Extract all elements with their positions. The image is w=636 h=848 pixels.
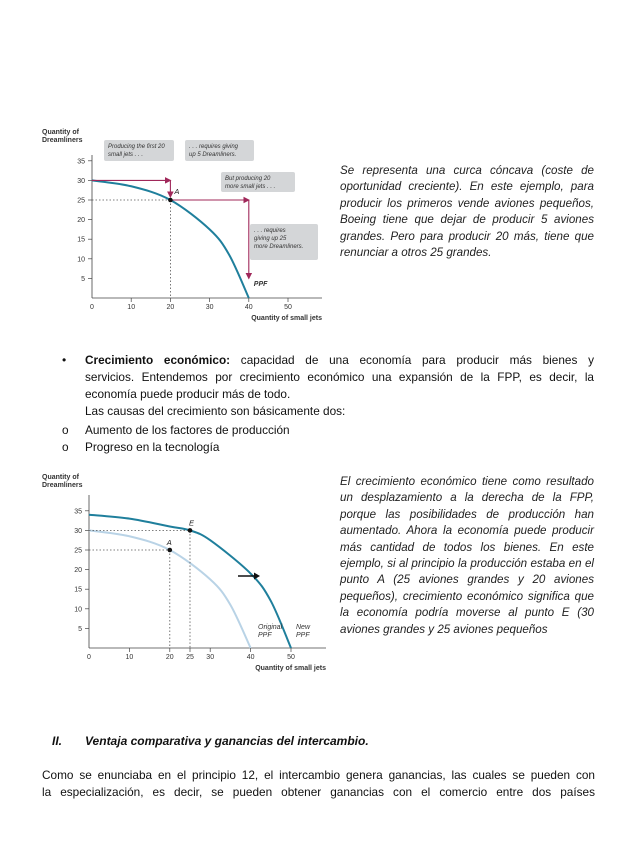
y-axis-title-line-2: Dreamliners <box>42 137 83 144</box>
y-axis-title-line-2: Dreamliners <box>42 482 83 489</box>
y-tick-label: 10 <box>74 606 82 614</box>
bullet-line-2: servicios. Entendemos por crecimiento económico una expansión de la FPP, es decir, la <box>85 370 594 384</box>
x-axis-title: Quantity of small jets <box>251 315 322 322</box>
legend-new-line-1: New <box>296 624 311 631</box>
bullet-line-1: Crecimiento económico: capacidad de una economía para producir más bienes y <box>85 353 594 367</box>
y-tick-label: 15 <box>77 236 85 244</box>
point-a-label: A <box>166 538 172 547</box>
paragraph-line-2: la especialización, es decir, se pueden obtener ganancias con el comercio entre dos países <box>42 785 595 799</box>
x-tick-label: 40 <box>246 654 255 661</box>
y-tick-label: 15 <box>74 586 82 594</box>
y-tick-label: 10 <box>77 256 85 264</box>
x-tick-label: 50 <box>287 654 295 661</box>
callout-give-up-5-text: . . . requires giving <box>189 144 239 150</box>
bullet-crecimiento-economico <box>62 352 594 420</box>
point-a-marker <box>168 198 173 203</box>
y-tick-label: 30 <box>74 527 82 535</box>
sub-item-label: Progreso en la tecnología <box>85 440 220 454</box>
x-tick-label: 50 <box>284 304 292 311</box>
x-tick-label: 40 <box>244 304 253 311</box>
callout-next-20-text: more small jets . . . <box>225 184 276 190</box>
bullet-line-3: economía puede producir más de todo. <box>85 387 291 401</box>
y-axis-title-line-1: Quantity of <box>42 474 79 481</box>
chart-1-explanation: Se representa una curca cóncava (coste de oportunidad creciente). En este ejemplo, para producir los primeros vende aviones pequeños, Boeing tiene que dejar de producir 5 aviones grandes. Pero para producir 20 más, tiene que renunciar a otros 25 grandes. <box>340 164 594 260</box>
callout-first-20-text: small jets . . . <box>108 152 144 158</box>
x-tick-label: 0 <box>87 654 91 661</box>
y-tick-label: 20 <box>74 567 82 575</box>
ppf-chart-2-svg <box>40 470 335 670</box>
callout-first-20-text: Producing the first 20 <box>108 144 165 150</box>
point-a-label: A <box>174 187 180 196</box>
y-tick-label: 35 <box>77 158 85 166</box>
ppf-chart-1-svg <box>40 125 330 325</box>
bullet-term: Crecimiento económico: <box>85 353 231 367</box>
x-tick-label: 0 <box>90 304 94 311</box>
ppf-curve-label: PPF <box>253 281 268 288</box>
sub-item-marker: o <box>62 423 69 437</box>
y-tick-label: 25 <box>77 197 85 205</box>
paragraph-line-1: Como se enunciaba en el principio 12, el intercambio genera ganancias, las cuales se pueden con <box>42 768 595 782</box>
x-tick-label: 30 <box>205 304 214 311</box>
y-tick-label: 25 <box>74 547 82 555</box>
x-tick-label: 20 <box>166 304 175 311</box>
x-tick-label: 10 <box>127 304 136 311</box>
point-e-label: E <box>189 518 195 528</box>
sub-item-label: Aumento de los factores de producción <box>85 423 290 437</box>
ppf-chart-2 <box>40 470 335 670</box>
y-tick-label: 20 <box>77 217 85 225</box>
callout-give-up-5-text: up 5 Dreamliners. <box>189 152 237 158</box>
legend-original-line-2: PPF <box>258 632 272 639</box>
x-tick-label: 20 <box>165 654 174 661</box>
legend-new-line-2: PPF <box>296 632 310 639</box>
y-axis-title-line-1: Quantity of <box>42 129 79 136</box>
chart-2-explanation: El crecimiento económico tiene como resultado un desplazamiento a la derecha de la FPP, porque las posibilidades de producción han aumentado. Ahora la economía puede producir más cantidad de todos los bienes. En este ejemplo, si al principio la producción estaba en el punto A (25 aviones grandes y 20 aviones pequeños), crecimiento económico significa que la economía podría moverse al punto E (30 aviones grandes y 25 aviones pequeños <box>340 475 594 636</box>
y-tick-label: 35 <box>74 508 82 516</box>
point-a-marker <box>168 548 173 553</box>
x-tick-label: 10 <box>125 654 134 661</box>
x-tick-label: 25 <box>186 654 194 661</box>
x-tick-label: 30 <box>206 654 215 661</box>
section-number: II. <box>52 734 63 748</box>
x-axis-title: Quantity of small jets <box>255 665 326 672</box>
point-e-marker <box>188 528 193 533</box>
bullet-dot: • <box>62 353 67 367</box>
y-tick-label: 30 <box>77 177 85 185</box>
shift-arrow-head <box>254 573 260 580</box>
bullet-line-4: Las causas del crecimiento son básicamente dos: <box>85 404 346 418</box>
ppf-chart-1 <box>40 125 330 325</box>
y-tick-label: 5 <box>81 275 85 283</box>
callout-give-up-25-text: . . . requires <box>254 228 286 234</box>
section-title: Ventaja comparativa y ganancias del intercambio. <box>85 734 369 748</box>
legend-original-line-1: Original <box>258 624 283 631</box>
sub-item-marker: o <box>62 440 69 454</box>
callout-next-20-text: But producing 20 <box>225 176 271 182</box>
y-tick-label: 5 <box>78 625 82 633</box>
callout-give-up-25-text: giving up 25 <box>254 236 287 242</box>
callout-give-up-25-text: more Dreamliners. <box>254 244 304 250</box>
section-paragraph <box>42 767 595 801</box>
